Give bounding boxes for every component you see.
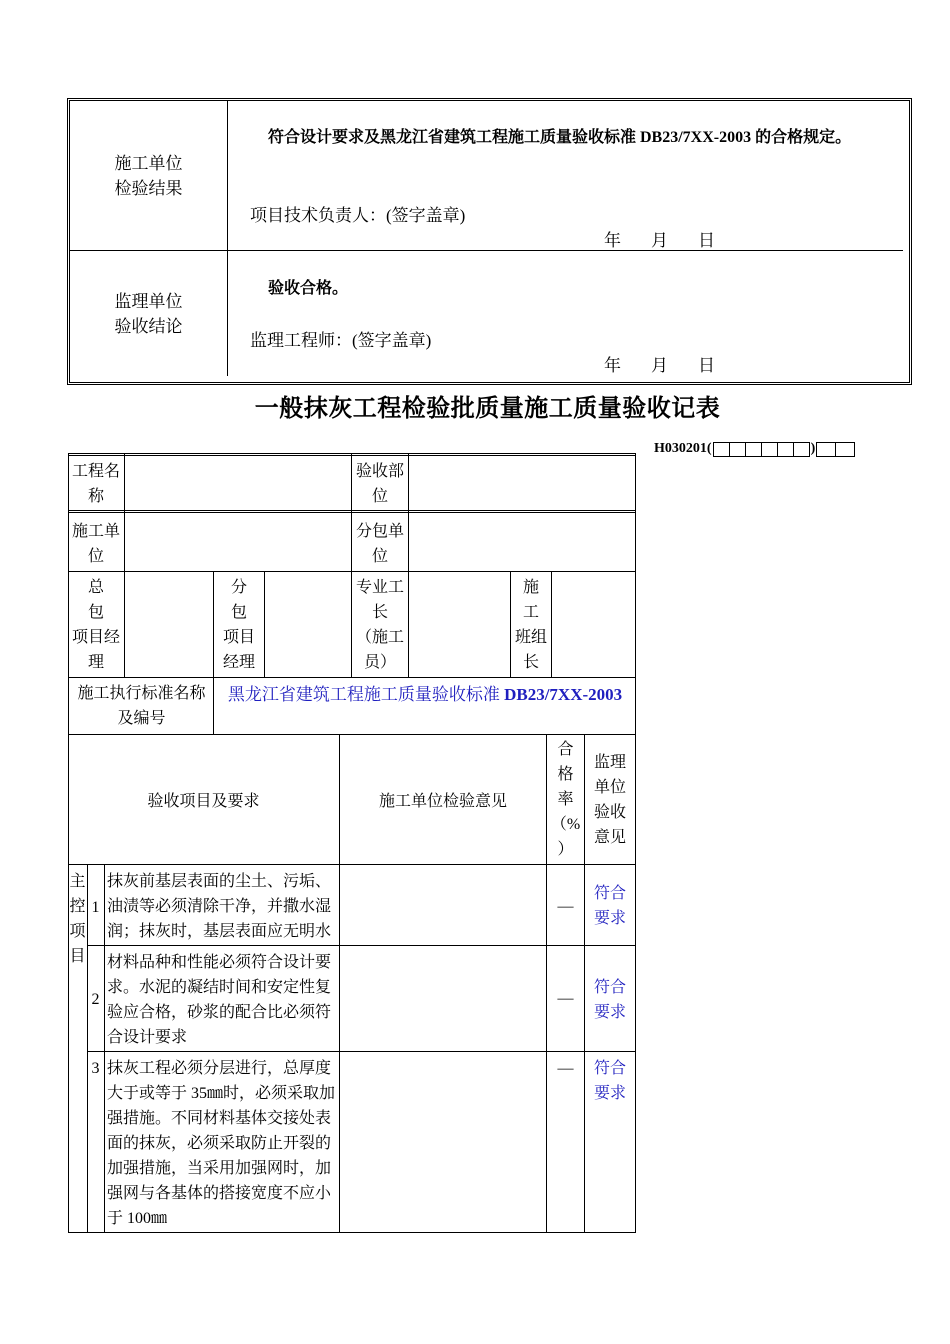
col-items-header: 验收项目及要求: [147, 793, 260, 810]
row-3-requirement: 抹灰工程必须分层进行，总厚度大于或等于 35㎜时，必须采取加强措施。不同材料基体交接处表面的抹灰，必须采取防止开裂的加强措施，当采用加强网时，加强网与各基体的搭接宽度不应小于 100㎜: [107, 1060, 336, 1227]
inspection-result-label: 施工单位 检验结果: [114, 154, 183, 198]
tech-lead-signature: 项目技术负责人：(签字盖章): [250, 206, 466, 225]
project-name-field[interactable]: [125, 454, 351, 512]
inspection-result-content: [228, 101, 904, 250]
code-box[interactable]: [761, 442, 778, 457]
col-supervisor-header: 监理 单位 验收 意见: [593, 754, 626, 846]
row-1-requirement: 抹灰前基层表面的尘土、污垢、油渍等必须清除干净，并撒水湿润；抹灰时，基层表面应无明水: [107, 873, 332, 940]
acceptance-part-field[interactable]: [409, 454, 635, 512]
form-code-suffix: ): [810, 441, 816, 456]
main-control-label: 主 控 项 目: [69, 873, 86, 965]
acceptance-part-label: 验收部位: [355, 463, 404, 505]
top-results-table: [67, 98, 912, 385]
supervision-conclusion-content: [228, 251, 904, 377]
row-2-rate: —: [557, 990, 574, 1007]
row-3-verdict: 符合要求: [593, 1060, 626, 1102]
row-3-unit-opinion[interactable]: [340, 1052, 546, 1232]
supervision-date: 年 月 日: [604, 356, 715, 375]
code-box[interactable]: [713, 442, 730, 457]
inspection-date: 年 月 日: [604, 231, 715, 250]
code-box[interactable]: [793, 442, 810, 457]
form-code-boxes: [714, 442, 810, 457]
foreman-label: 专业工 长 （施工 员）: [355, 579, 404, 671]
code-box[interactable]: [777, 442, 794, 457]
standard-value: 黑龙江省建筑工程施工质量验收标准 DB23/7XX-2003: [227, 685, 623, 704]
standard-label: 施工执行标准名称及编号: [77, 685, 206, 727]
inspection-statement: 符合设计要求及黑龙江省建筑工程施工质量验收标准 DB23/7XX-2003 的合格规定。: [268, 129, 852, 146]
project-name-label: 工程名称: [71, 463, 120, 505]
acceptance-form: [68, 453, 636, 1233]
construction-unit-label: 施工单位: [71, 523, 120, 565]
row-3-no: 3: [91, 1060, 100, 1077]
col-pass-rate-header: 合 格 率 （% ）: [550, 741, 581, 858]
code-box[interactable]: [729, 442, 746, 457]
general-pm-field[interactable]: [125, 572, 213, 676]
subcontract-unit-field[interactable]: [409, 514, 635, 570]
construction-unit-field[interactable]: [125, 514, 351, 570]
row-2-no: 2: [91, 991, 100, 1008]
code-box[interactable]: [745, 442, 762, 457]
code-box[interactable]: [835, 442, 855, 457]
row-2-unit-opinion[interactable]: [340, 946, 546, 1051]
general-pm-label: 总 包 项目经 理: [71, 579, 120, 671]
sub-pm-label: 分 包 项目 经理: [222, 579, 255, 671]
form-title: 一般抹灰工程检验批质量施工质量验收记表: [254, 396, 721, 422]
supervision-statement: 验收合格。: [268, 280, 349, 297]
col-unit-opinion-header: 施工单位检验意见: [378, 793, 507, 810]
team-leader-field[interactable]: [552, 572, 635, 676]
team-leader-label: 施 工 班组 长: [514, 579, 547, 671]
supervision-conclusion-label: 监理单位 验收结论: [114, 292, 183, 336]
row-2-requirement: 材料品种和性能必须符合设计要求。水泥的凝结时间和安定性复验应合格，砂浆的配合比必须符合设计要求: [107, 954, 332, 1046]
supervisor-signature: 监理工程师：(签字盖章): [250, 331, 432, 350]
row-1-verdict: 符合要求: [593, 885, 626, 927]
row-2-verdict: 符合要求: [593, 979, 626, 1021]
row-3-rate: —: [557, 1060, 574, 1077]
form-code-prefix: H030201(: [654, 441, 712, 456]
row-1-rate: —: [557, 898, 574, 915]
foreman-field[interactable]: [409, 572, 510, 676]
sub-pm-field[interactable]: [265, 572, 351, 676]
form-code: [654, 441, 855, 457]
row-1-unit-opinion[interactable]: [340, 865, 546, 945]
code-box[interactable]: [816, 442, 836, 457]
row-1-no: 1: [91, 899, 100, 916]
form-code-tail-boxes: [817, 442, 855, 457]
subcontract-unit-label: 分包单位: [355, 523, 404, 565]
